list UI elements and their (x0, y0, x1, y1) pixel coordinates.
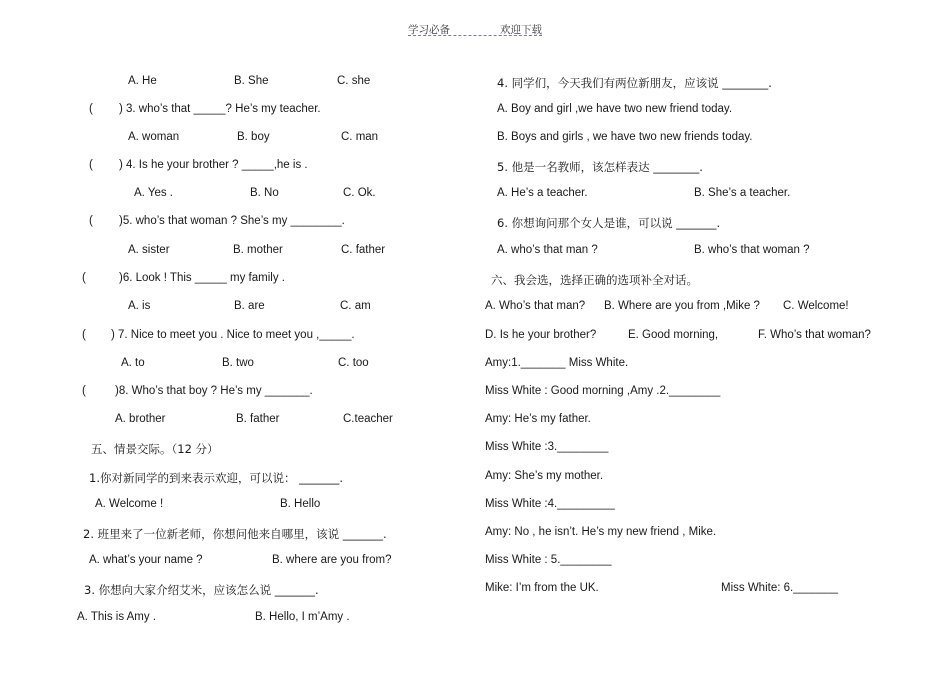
left-column-line: B. are (234, 300, 265, 312)
left-column-line: ( (89, 159, 93, 171)
left-column-line: C. am (340, 300, 371, 312)
right-column-line: A. Who’s that man? (485, 300, 586, 312)
left-column-line: A. Yes . (134, 187, 174, 199)
left-column-line: C.teacher (343, 413, 393, 425)
right-column-line: 5. 他是一名教师，该怎样表达 ________. (497, 160, 703, 174)
left-column-line: )6. Look ! This _____ my family . (119, 272, 285, 284)
right-column-line: Mike: I’m from the UK. (485, 582, 599, 594)
left-column-line: B. two (222, 357, 254, 369)
right-column-line: Amy:1._______ Miss White. (485, 357, 629, 369)
left-column-line: A. woman (128, 131, 180, 143)
right-column-line: 6. 你想询问那个女人是谁，可以说 _______. (497, 216, 721, 230)
header-right-text: 欢迎下载 (500, 24, 542, 36)
right-column-line: A. He’s a teacher. (497, 187, 588, 199)
left-column-line: C. too (338, 357, 369, 369)
left-column-line: B. Hello (280, 498, 321, 510)
left-column-line: ( (82, 329, 86, 341)
right-column-line: F. Who’s that woman? (758, 329, 871, 341)
left-column-line: B. father (236, 413, 280, 425)
header-dashed-rule (408, 35, 542, 36)
right-column-line: C. Welcome! (783, 300, 849, 312)
left-column-line: B. Hello, I m’Amy . (255, 611, 350, 623)
right-column-line: D. Is he your brother? (485, 329, 597, 341)
right-column-line: Miss White :3.________ (485, 441, 609, 453)
left-column-line: C. man (341, 131, 379, 143)
right-column-line: B. Where are you from ,Mike ? (604, 300, 760, 312)
right-column-line: E. Good morning, (628, 329, 719, 341)
right-column-line: A. who’s that man ? (497, 244, 598, 256)
left-column-line: B. where are you from? (272, 554, 392, 566)
left-column-line: A. what’s your name ? (89, 554, 203, 566)
left-column-line: ( (89, 103, 93, 115)
header-left-text: 学习必备 (408, 24, 450, 36)
left-column-line: )5. who’s that woman ? She’s my ________. (119, 215, 345, 227)
left-column-line: ( (82, 385, 86, 397)
right-column-line: 4. 同学们，今天我们有两位新朋友，应该说 ________. (497, 76, 772, 90)
right-column-line: B. who’s that woman ? (694, 244, 810, 256)
left-column-line: 3. 你想向大家介绍艾米，应该怎么说 _______. (84, 583, 319, 597)
left-column-line: A. Welcome ! (95, 498, 164, 510)
right-column-line: A. Boy and girl ,we have two new friend today. (497, 103, 733, 115)
left-column-line: B. She (234, 75, 269, 87)
left-column-line: )8. Who’s that boy ? He’s my _______. (115, 385, 313, 397)
left-column-line: ) 3. who’s that _____? He’s my teacher. (119, 103, 321, 115)
right-column-line: B. She’s a teacher. (694, 187, 791, 199)
left-column-line: B. boy (237, 131, 270, 143)
left-column-line: ( (82, 272, 86, 284)
right-column-line: Miss White :4._________ (485, 498, 615, 510)
right-column-line: 六、我会选，选择正确的选项补全对话。 (491, 273, 698, 287)
left-column-line: A. sister (128, 244, 170, 256)
left-column-line: 1.你对新同学的到来表示欢迎，可以说： _______. (89, 471, 344, 485)
left-column-line: 2. 班里来了一位新老师，你想问他来自哪里，该说 _______. (83, 527, 387, 541)
left-column-line: B. mother (233, 244, 283, 256)
right-column-line: Amy: He’s my father. (485, 413, 591, 425)
left-column-line: ( (89, 215, 93, 227)
left-column-line: B. No (250, 187, 279, 199)
left-column-line: ) 7. Nice to meet you . Nice to meet you ,_____. (111, 329, 355, 341)
right-column-line: B. Boys and girls , we have two new friends today. (497, 131, 753, 143)
left-column-line: A. to (121, 357, 145, 369)
left-column-line: ) 4. Is he your brother ? _____,he is . (119, 159, 308, 171)
right-column-line: Miss White : 5.________ (485, 554, 612, 566)
left-column-line: A. brother (115, 413, 166, 425)
right-column-line: Amy: She’s my mother. (485, 470, 604, 482)
right-column-line: Miss White : Good morning ,Amy .2.________ (485, 385, 721, 397)
left-column-line: C. Ok. (343, 187, 376, 199)
left-column-line: A. He (128, 75, 157, 87)
right-column-line: Miss White: 6._______ (721, 582, 838, 594)
left-column-line: 五、情景交际。（12 分） (91, 442, 219, 456)
left-column-line: A. is (128, 300, 151, 312)
left-column-line: A. This is Amy . (77, 611, 157, 623)
right-column-line: Amy: No , he isn’t. He’s my new friend , Mike. (485, 526, 717, 538)
left-column-line: C. father (341, 244, 386, 256)
left-column-line: C. she (337, 75, 371, 87)
